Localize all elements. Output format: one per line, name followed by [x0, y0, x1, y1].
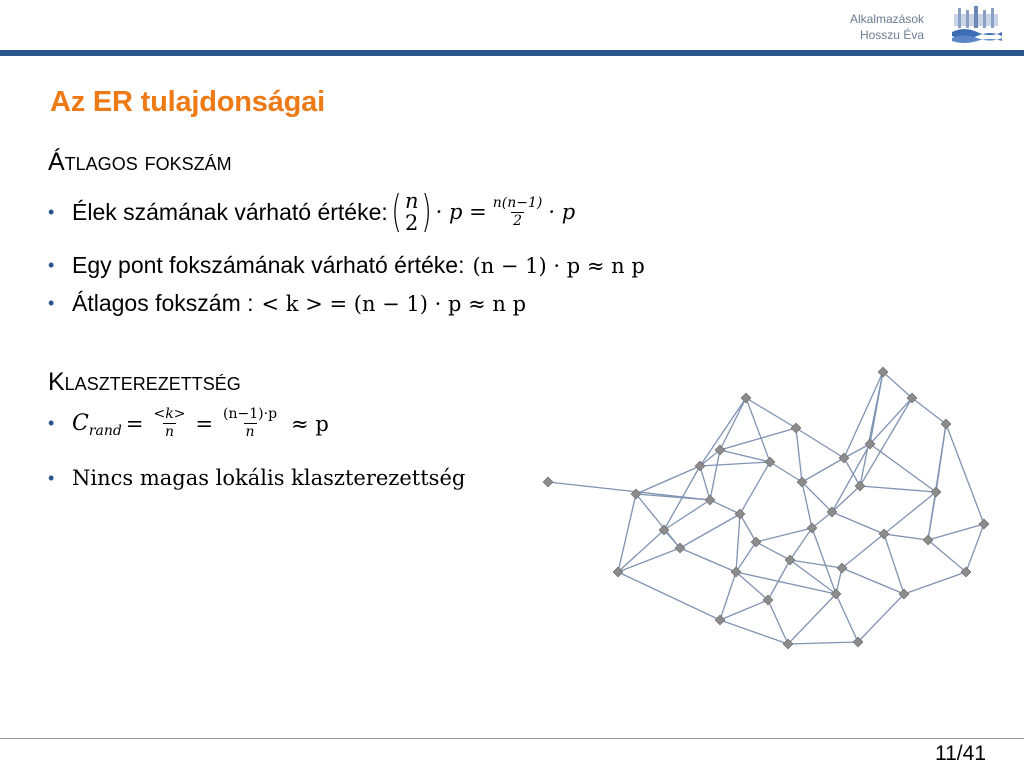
- graph-edge: [802, 482, 832, 512]
- graph-edge: [720, 450, 770, 462]
- graph-edge: [740, 462, 770, 514]
- graph-edge: [756, 542, 790, 560]
- author-name: Hosszu Éva: [859, 28, 924, 42]
- graph-edge: [636, 494, 710, 500]
- section-heading-clustering: Klaszterezettség: [48, 368, 241, 396]
- graph-edge: [946, 424, 984, 524]
- graph-edge: [836, 594, 858, 642]
- bullet-text: Nincs magas lokális klaszterezettség: [72, 466, 466, 490]
- page-number: 11/41: [935, 742, 986, 765]
- course-name: Alkalmazások: [849, 12, 924, 26]
- graph-edge: [812, 512, 832, 528]
- graph-edge: [618, 494, 636, 572]
- graph-node: [791, 423, 801, 433]
- graph-edge: [928, 540, 966, 572]
- graph-edge: [812, 528, 836, 594]
- bullet-edge-count: [48, 186, 576, 237]
- graph-edge: [788, 642, 858, 644]
- header-bar: [0, 50, 1024, 56]
- graph-node: [705, 495, 715, 505]
- bullet-clustering-formula: [48, 406, 329, 441]
- binomial: ( n 2 ): [391, 186, 433, 237]
- graph-edge: [883, 372, 912, 398]
- graph-edge: [802, 482, 812, 528]
- bullet-no-clustering: [48, 466, 465, 490]
- graph-edge: [858, 594, 904, 642]
- bullet-icon: •: [48, 467, 55, 488]
- graph-edge: [736, 572, 768, 600]
- math-expression: (n − 1) · p ≈ n p: [472, 253, 645, 278]
- bullet-text: Élek számának várható értéke:: [72, 198, 388, 225]
- graph-edge: [884, 492, 936, 534]
- graph-node: [785, 555, 795, 565]
- math-eq: =: [125, 411, 144, 436]
- math-eq: =: [195, 411, 214, 436]
- graph-edge: [928, 524, 984, 540]
- math-end: ≈ p: [291, 411, 329, 436]
- bullet-icon: •: [48, 413, 55, 433]
- fraction-den: n: [245, 424, 255, 440]
- graph-edge: [746, 398, 796, 428]
- fraction-den: 2: [513, 212, 522, 229]
- graph-node: [979, 519, 989, 529]
- math-subscript: rand: [88, 422, 122, 439]
- graph-edge: [636, 466, 700, 494]
- fraction: [221, 406, 279, 441]
- graph-edge: [700, 398, 746, 466]
- bullet-text: Egy pont fokszámának várható értéke:: [72, 252, 465, 278]
- bullet-icon: •: [48, 293, 55, 313]
- bullet-node-degree: [48, 252, 645, 279]
- graph-node: [735, 509, 745, 519]
- fraction: [491, 195, 545, 230]
- graph-edge: [928, 424, 946, 540]
- graph-edge: [700, 466, 710, 500]
- graph-edge: [796, 428, 844, 458]
- bullet-avg-degree: [48, 290, 526, 317]
- graph-edge: [720, 620, 788, 644]
- graph-edge: [832, 512, 884, 534]
- graph-edge: [664, 500, 710, 530]
- graph-edge: [618, 530, 664, 572]
- graph-edge: [618, 548, 680, 572]
- graph-edge: [860, 486, 936, 492]
- math-c: C: [72, 411, 89, 436]
- graph-edge: [912, 398, 946, 424]
- graph-edge: [736, 542, 756, 572]
- graph-edge: [802, 458, 844, 482]
- random-graph-illustration: [540, 362, 1000, 662]
- graph-edge: [844, 372, 883, 458]
- graph-edge: [790, 560, 842, 568]
- graph-node: [715, 615, 725, 625]
- graph-node: [751, 537, 761, 547]
- graph-node: [543, 477, 553, 487]
- graph-edge: [720, 398, 746, 450]
- graph-edge: [736, 514, 740, 572]
- graph-edge: [710, 500, 740, 514]
- bullet-icon: •: [48, 201, 55, 222]
- graph-edge: [680, 514, 740, 548]
- graph-edge: [720, 600, 768, 620]
- math-mid: · p =: [435, 200, 487, 224]
- math-expression: < k > = (n − 1) · p ≈ n p: [261, 291, 527, 316]
- graph-node: [741, 393, 751, 403]
- slide-title: Az ER tulajdonságai: [50, 86, 325, 118]
- bullet-icon: •: [48, 255, 55, 275]
- graph-edge: [884, 534, 904, 594]
- graph-edge: [720, 572, 736, 620]
- graph-edge: [680, 548, 736, 572]
- graph-node: [839, 453, 849, 463]
- math-end: · p: [548, 200, 576, 224]
- section-heading-degree: Átlagos fokszám: [48, 148, 232, 176]
- graph-edge: [618, 572, 720, 620]
- graph-edge: [844, 458, 860, 486]
- graph-edge: [966, 524, 984, 572]
- footer-divider: [0, 738, 1024, 739]
- graph-edge: [746, 398, 770, 462]
- fraction-num: <k>: [153, 406, 186, 422]
- graph-node: [765, 457, 775, 467]
- fraction-den: n: [164, 424, 174, 440]
- binom-bottom: 2: [405, 211, 419, 235]
- graph-edge: [842, 534, 884, 568]
- graph-edge: [740, 514, 756, 542]
- graph-edge: [870, 444, 936, 492]
- graph-edge: [700, 462, 770, 466]
- graph-edge: [832, 486, 860, 512]
- graph-edge: [842, 568, 904, 594]
- graph-edge: [796, 428, 802, 482]
- header-text: [850, 11, 924, 43]
- graph-edge: [770, 462, 802, 482]
- graph-edge: [870, 372, 883, 444]
- fraction: [151, 406, 187, 441]
- bullet-text: Átlagos fokszám :: [72, 290, 254, 316]
- graph-edge: [788, 594, 836, 644]
- university-logo-icon: [952, 4, 1002, 44]
- fraction-num: (n−1)·p: [223, 406, 278, 422]
- graph-edge: [884, 534, 928, 540]
- binom-top: n: [404, 189, 419, 213]
- fraction-num: n(n−1): [492, 194, 543, 211]
- graph-edge: [904, 572, 966, 594]
